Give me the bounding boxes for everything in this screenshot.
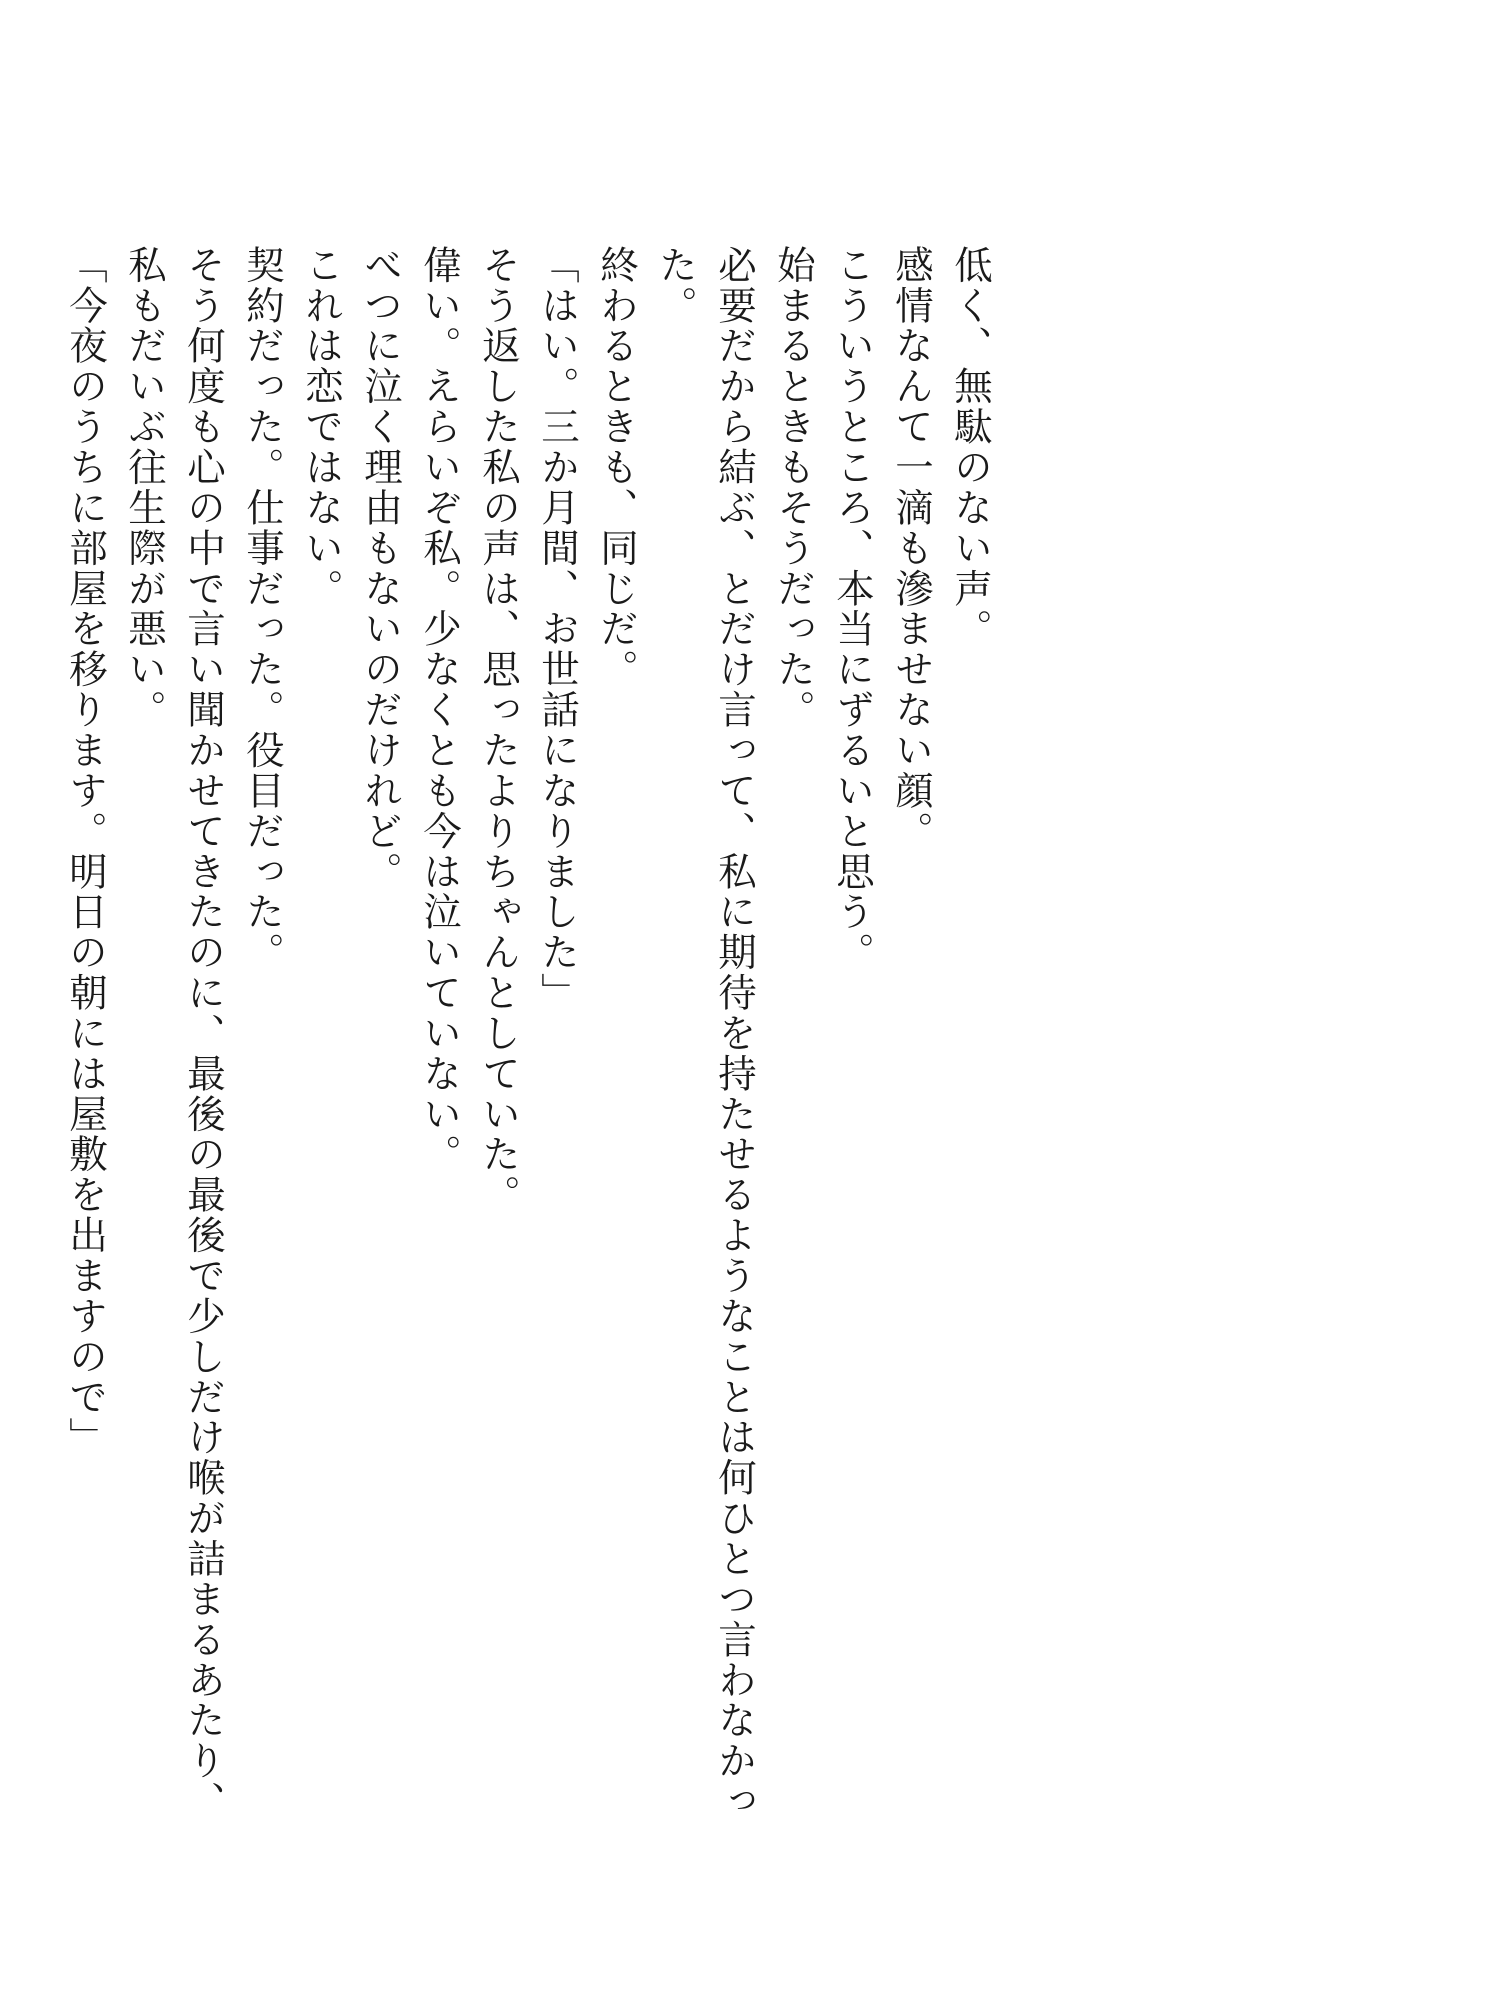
text-line-10: べつに泣く理由もないのだけれど。 bbox=[358, 245, 403, 892]
text-line-4: 始まるときもそうだった。 bbox=[771, 245, 816, 731]
text-line-13: そう何度も心の中で言い聞かせてきたのに、最後の最後で少しだけ喉が詰まるあたり、私もだいぶ往生際が悪い。 bbox=[122, 245, 226, 1822]
text-line-8: そう返した私の声は、思ったよりちゃんとしていた。 bbox=[476, 245, 521, 1216]
text-line-6: 終わるときも、同じだ。 bbox=[594, 245, 639, 690]
text-line-3: こういうところ、本当にずるいと思う。 bbox=[830, 245, 875, 973]
text-line-2: 感情なんて一滴も滲ませない顔。 bbox=[889, 245, 934, 852]
text-line-5: 必要だから結ぶ、とだけ言って、私に期待を持たせるようなことは何ひとつ言わなかった。 bbox=[653, 245, 757, 1822]
text-line-7: 「はい。三か月間、お世話になりました」 bbox=[535, 245, 580, 1014]
vertical-text-body bbox=[56, 245, 1000, 1825]
text-line-14: 「今夜のうちに部屋を移ります。明日の朝には屋敷を出ますので」 bbox=[63, 245, 108, 1458]
text-line-12: 契約だった。仕事だった。役目だった。 bbox=[240, 245, 285, 973]
text-line-9: 偉い。えらいぞ私。少なくとも今は泣いていない。 bbox=[417, 245, 462, 1175]
text-line-1: 低く、無駄のない声。 bbox=[948, 245, 993, 650]
text-line-11: これは恋ではない。 bbox=[299, 245, 344, 609]
